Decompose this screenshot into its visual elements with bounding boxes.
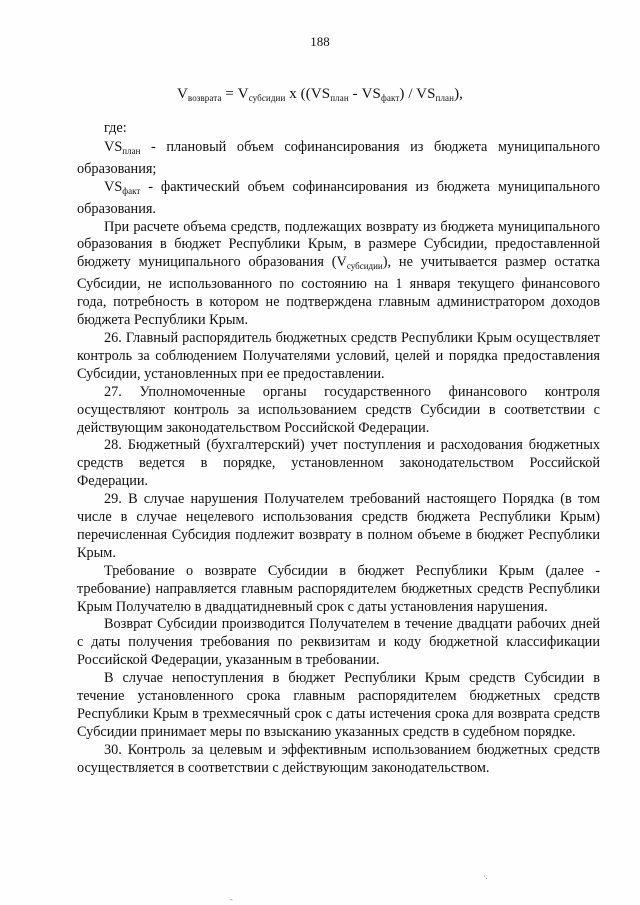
definition-plan-sub: план <box>122 145 141 156</box>
formula <box>0 86 640 103</box>
scan-speck-bottom: - <box>230 895 233 904</box>
formula-minus: - VS <box>348 86 381 102</box>
formula-sub-plan: план <box>330 93 349 103</box>
paragraph-calculation-before: При расчете объема средств, подлежащих возврату из бюджета муниципального образования в бюджет Республики Крым, в размере Субсидии, предоставленной бюджету муниципального образования (V <box>77 218 600 271</box>
formula-end: ), <box>454 86 464 102</box>
formula-sub-plan-2: план <box>435 93 455 103</box>
document-body <box>77 120 600 778</box>
formula-sub-fact: факт <box>380 93 400 103</box>
paragraph-30: 30. Контроль за целевым и эффективным использованием бюджетных средств осуществляется в соответствии с действующим законодательством. <box>77 741 600 776</box>
formula-v: V <box>176 86 188 102</box>
where-label: где: <box>104 120 127 136</box>
formula-sub-subsidy: субсидии <box>248 93 286 103</box>
scan-speck: ·. <box>483 872 488 881</box>
definition-fact-text: - фактический объем софинансирования из бюджета муниципального образования. <box>77 178 600 217</box>
paragraph-return-demand: Требование о возврате Субсидии в бюджет Республики Крым (далее - требование) направляется главным распорядителем бюджетных средств Республики Крым Получателю в двадцатидневный срок с даты установления нарушения. <box>77 562 600 615</box>
formula-eq: = V <box>221 86 249 102</box>
definition-plan-text: - плановый объем софинансирования из бюджета муниципального образования; <box>77 138 600 177</box>
paragraph-non-receipt: В случае непоступления в бюджет Республики Крым средств Субсидии в течение установленного срока главным распорядителем бюджетных средств Республики Крым в трехмесячный срок с даты истечения срока для возврата средств Субсидии принимает меры по взысканию указанных средств в судебном порядке. <box>77 670 600 740</box>
definition-fact <box>77 179 600 219</box>
paragraph-calculation-sub: субсидии <box>346 261 383 272</box>
formula-sub-return: возврата <box>187 93 222 103</box>
page-number: 188 <box>310 34 330 49</box>
definition-plan <box>77 139 600 179</box>
paragraph-return-term: Возврат Субсидии производится Получателем в течение двадцати рабочих дней с даты получения требования по реквизитам и коду бюджетной классификации Российской Федерации, указанным в требовании. <box>77 616 600 669</box>
paragraph-calculation <box>77 219 600 330</box>
formula-mid: x ((VS <box>285 86 331 102</box>
paragraph-27: 27. Уполномоченные органы государственного финансового контроля осуществляют контроль за использованием средств Субсидии в соответствии с действующим законодательством Российской Федерации. <box>77 383 600 436</box>
paragraph-calculation-after: ), не учитывается размер остатка Субсидии, не использованного по состоянию на 1 января текущего финансового года, потребность в котором не подтверждена главным администратором доходов бюджета Республики Крым. <box>77 254 600 329</box>
definition-fact-sub: факт <box>122 185 141 196</box>
definition-fact-symbol: VS <box>104 178 123 195</box>
paragraph-29: 29. В случае нарушения Получателем требований настоящего Порядка (в том числе в случае нецелевого использования средств бюджета Республики Крым) перечисленная Субсидия подлежит возврату в полном объеме в бюджет Республики Крым. <box>77 491 600 561</box>
paragraph-28: 28. Бюджетный (бухгалтерский) учет поступления и расходования бюджетных средств ведется в порядке, установленном законодательством Российской Федерации. <box>77 437 600 490</box>
definition-plan-symbol: VS <box>104 138 123 155</box>
formula-close: ) / VS <box>399 86 436 102</box>
paragraph-26: 26. Главный распорядитель бюджетных средств Республики Крым осуществляет контроль за соблюдением Получателями условий, целей и порядка предоставления Субсидии, установленных при ее предоставлении. <box>77 329 600 382</box>
